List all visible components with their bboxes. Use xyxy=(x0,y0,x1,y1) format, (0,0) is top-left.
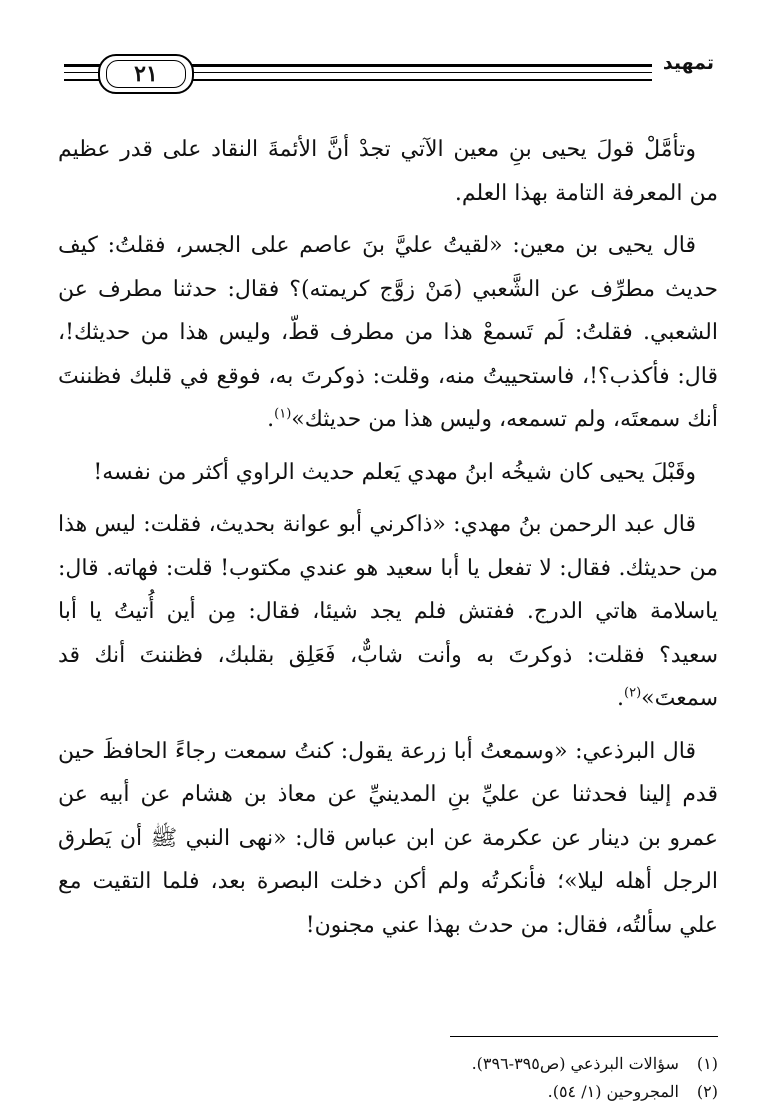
footnote-item xyxy=(300,1050,718,1078)
paragraph xyxy=(58,128,718,215)
paragraph-text: وتأمَّلْ قولَ يحيى بنِ معين الآتي تجدْ أنَّ الأئمةَ النقاد على قدر عظيم من المعرفة التامة بهذا العلم. xyxy=(58,137,718,206)
main-text xyxy=(58,128,718,956)
footnote-text: المجروحين (١/ ٥٤). xyxy=(547,1082,679,1101)
paragraph-text: قال يحيى بن معين: «لقيتُ عليَّ بنَ عاصم على الجسر، فقلتُ: كيف حديث مطرِّف عن الشَّعبي (مَنْ زوَّج كريمته)؟ فقال: حدثنا مطرف عن الشعبي. فقلتُ: لَم تَسمعْ هذا من مطرف قطّ، وليس هذا من حديثك!، قال: فأكذب؟!، فاستحييتُ منه، وقلت: ذوكرتَ به، فوقع في قلبك فظننتَ أنك سمعتَه، ولم تسمعه، وليس هذا من حديثك» xyxy=(58,233,718,432)
paragraph xyxy=(58,730,718,948)
paragraph xyxy=(58,451,718,495)
footnote-ref[interactable]: (٢) xyxy=(624,685,642,701)
paragraph-text: قال عبد الرحمن بنُ مهدي: «ذاكرني أبو عوانة بحديث، فقلت: ليس هذا من حديثك. فقال: لا تفعل يا أبا سعيد هو عندي مكتوب! قلت: فهاته. قال: ياسلامة هاتي الدرج. ففتش فلم يجد شيئا، فقال: مِن أين أُتيتُ يا أبا سعيد؟ فقلت: ذوكرتَ به وأنت شابٌّ، فَعَلِق بقلبك، فظننتَ أنك قد سمعتَ» xyxy=(58,512,718,711)
footnote-ref[interactable]: (١) xyxy=(274,406,292,422)
page-number: ٢١ xyxy=(106,60,186,88)
paragraph-text: وقَبْلَ يحيى كان شيخُه ابنُ مهدي يَعلم حديث الراوي أكثر من نفسه! xyxy=(93,459,696,485)
paragraph-text: قال البرذعي: «وسمعتُ أبا زرعة يقول: كنتُ سمعت رجاءً الحافظَ حين قدم إلينا فحدثنا عن عليِّ بنِ المدينيِّ عن معاذ بن هشام عن أبيه عن عمرو بن دينار عن عكرمة عن ابن عباس قال: «نهى النبي ﷺ أن يَطرق الرجل أهله ليلا»؛ فأنكرتُه ولم أكن دخلت البصرة بعد، فلما التقيت مع علي سألتُه، فقال: من حدث بهذا عني مجنون! xyxy=(58,738,718,938)
running-title: تمهيد xyxy=(662,52,714,74)
footnote-number: (٢) xyxy=(696,1082,718,1101)
footnote-item xyxy=(300,1078,718,1106)
paragraph: قال عبد الرحمن بنُ مهدي: «ذاكرني أبو عوانة بحديث، فقلت: ليس هذا من حديثك. فقال: لا تفعل يا أبا سعيد هو عندي مكتوب! قلت: فهاته. قال: ياسلامة هاتي الدرج. ففتش فلم يجد شيئا، فقال: مِن أين أُتيتُ يا أبا سعيد؟ فقلت: ذوكرتَ به وأنت شابٌّ، فَعَلِق بقلبك، فظننتَ أنك قد سمعتَ»$^{(٢)}$. xyxy=(58,512,718,711)
footnote-divider xyxy=(450,1036,718,1037)
footnote-text: سؤالات البرذعي (ص٣٩٥-٣٩٦). xyxy=(471,1054,679,1073)
page-header xyxy=(64,50,714,102)
footnotes xyxy=(300,1050,718,1106)
footnote-number: (١) xyxy=(696,1054,718,1073)
paragraph: قال يحيى بن معين: «لقيتُ عليَّ بنَ عاصم على الجسر، فقلتُ: كيف حديث مطرِّف عن الشَّعبي (مَنْ زوَّج كريمته)؟ فقال: حدثنا مطرف عن الشعبي. فقلتُ: لَم تَسمعْ هذا من مطرف قطّ، وليس هذا من حديثك!، قال: فأكذب؟!، فاستحييتُ منه، وقلت: ذوكرتَ به، فوقع في قلبك فظننتَ أنك سمعتَه، ولم تسمعه، وليس هذا من حديثك»$^{(١)}$. xyxy=(58,233,718,432)
page-number-frame xyxy=(98,54,194,94)
